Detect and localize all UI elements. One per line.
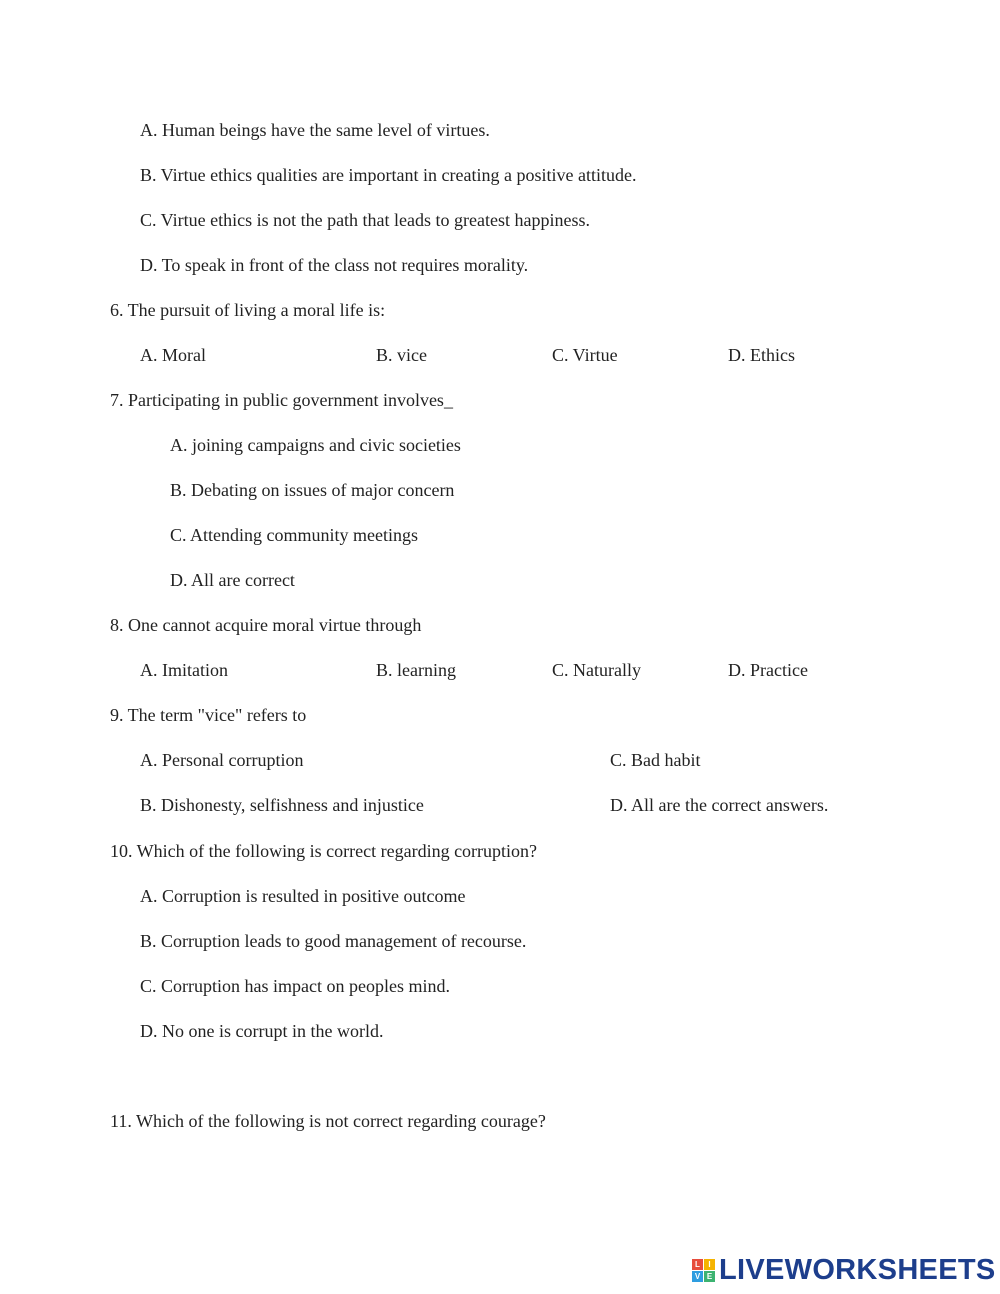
q7-option-d: D. All are correct xyxy=(170,570,295,590)
q6-option-b: B. vice xyxy=(376,345,427,365)
q9-question: 9. The term "vice" refers to xyxy=(110,705,307,725)
q9-option-b: B. Dishonesty, selfishness and injustice xyxy=(140,795,424,815)
q7-option-c: C. Attending community meetings xyxy=(170,525,418,545)
q8-option-a: A. Imitation xyxy=(140,660,228,680)
logo-letter-i: I xyxy=(704,1259,715,1270)
q6-option-d: D. Ethics xyxy=(728,345,795,365)
liveworksheets-logo-icon xyxy=(692,1259,715,1282)
q5-option-d: D. To speak in front of the class not requires morality. xyxy=(140,255,529,275)
q9-option-d: D. All are the correct answers. xyxy=(610,795,829,815)
logo-letter-v: V xyxy=(692,1271,703,1282)
q7-option-b: B. Debating on issues of major concern xyxy=(170,480,455,500)
q5-option-c: C. Virtue ethics is not the path that leads to greatest happiness. xyxy=(140,210,590,230)
q10-option-d: D. No one is corrupt in the world. xyxy=(140,1021,384,1041)
liveworksheets-wordmark: LIVEWORKSHEETS xyxy=(719,1253,996,1286)
q6-option-a: A. Moral xyxy=(140,345,206,365)
q8-option-d: D. Practice xyxy=(728,660,808,680)
q10-option-a: A. Corruption is resulted in positive outcome xyxy=(140,886,466,906)
q11-question: 11. Which of the following is not correct regarding courage? xyxy=(110,1111,546,1131)
logo-letter-l: L xyxy=(692,1259,703,1270)
q5-option-b: B. Virtue ethics qualities are important in creating a positive attitude. xyxy=(140,165,637,185)
q8-question: 8. One cannot acquire moral virtue through xyxy=(110,615,422,635)
q10-option-b: B. Corruption leads to good management of recourse. xyxy=(140,931,527,951)
q6-question: 6. The pursuit of living a moral life is: xyxy=(110,300,386,320)
q5-option-a: A. Human beings have the same level of virtues. xyxy=(140,120,490,140)
liveworksheets-logo[interactable] xyxy=(692,1255,996,1285)
q7-question: 7. Participating in public government involves_ xyxy=(110,390,453,410)
q10-option-c: C. Corruption has impact on peoples mind. xyxy=(140,976,450,996)
q9-option-c: C. Bad habit xyxy=(610,750,701,770)
q9-option-a: A. Personal corruption xyxy=(140,750,304,770)
q10-question: 10. Which of the following is correct regarding corruption? xyxy=(110,841,538,861)
q8-option-c: C. Naturally xyxy=(552,660,641,680)
q8-option-b: B. learning xyxy=(376,660,456,680)
q6-option-c: C. Virtue xyxy=(552,345,618,365)
q7-option-a: A. joining campaigns and civic societies xyxy=(170,435,461,455)
logo-letter-e: E xyxy=(704,1271,715,1282)
